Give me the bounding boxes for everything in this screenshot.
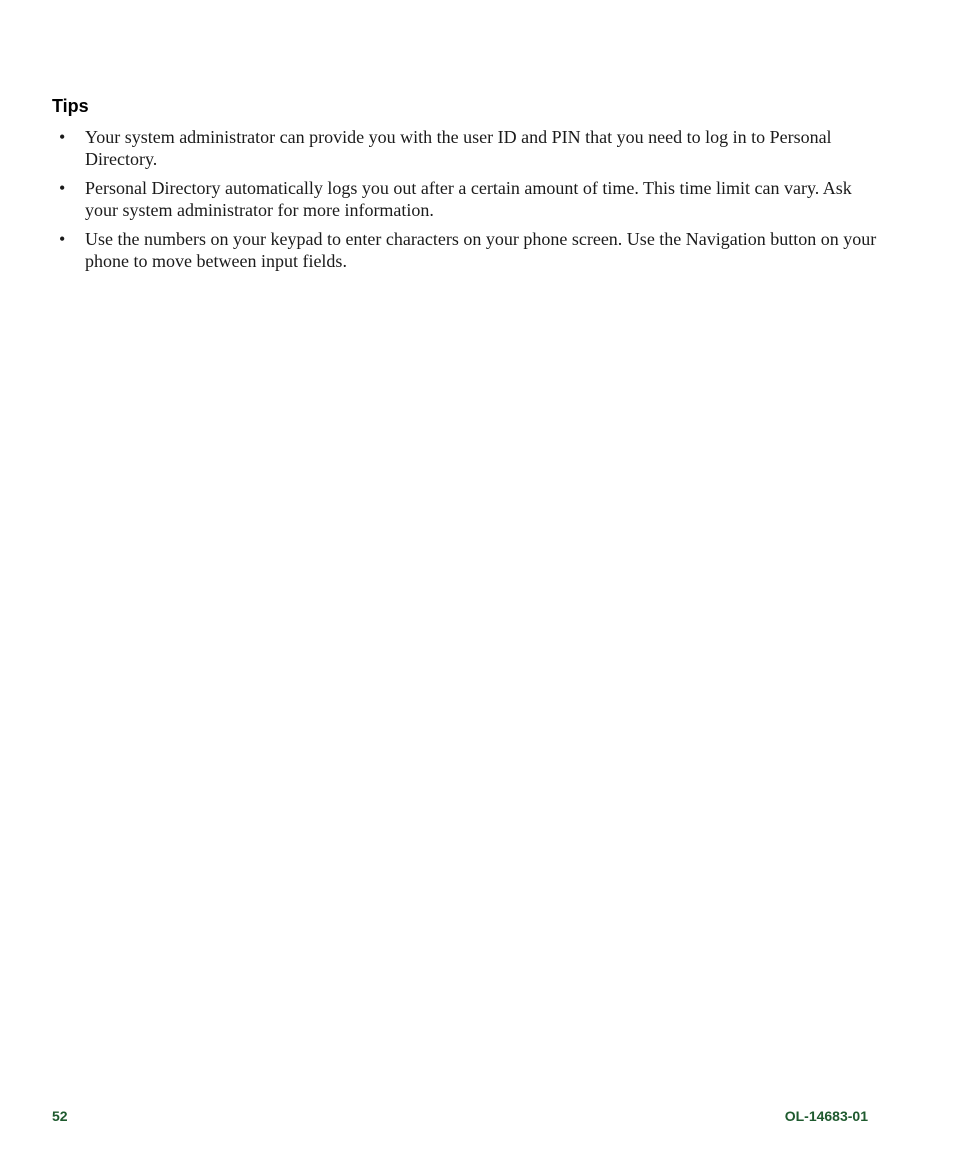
tip-text: Use the numbers on your keypad to enter characters on your phone screen. Use the Navigation button on your phone to move between input fields. <box>85 229 877 271</box>
document-number: OL-14683-01 <box>784 1108 868 1124</box>
bullet-icon: • <box>59 229 66 249</box>
tips-heading: Tips <box>52 96 89 116</box>
bullet-icon: • <box>59 178 66 198</box>
tip-text: Your system administrator can provide you with the user ID and PIN that you need to log in to Personal Directory. <box>85 127 832 169</box>
tip-text: Personal Directory automatically logs you out after a certain amount of time. This time limit can vary. Ask your system administrator for more information. <box>85 178 852 220</box>
page-number: 52 <box>52 1108 68 1124</box>
list-item <box>52 228 882 272</box>
tips-list <box>52 126 882 279</box>
bullet-icon: • <box>59 127 66 147</box>
list-item <box>52 126 882 170</box>
list-item <box>52 177 882 221</box>
